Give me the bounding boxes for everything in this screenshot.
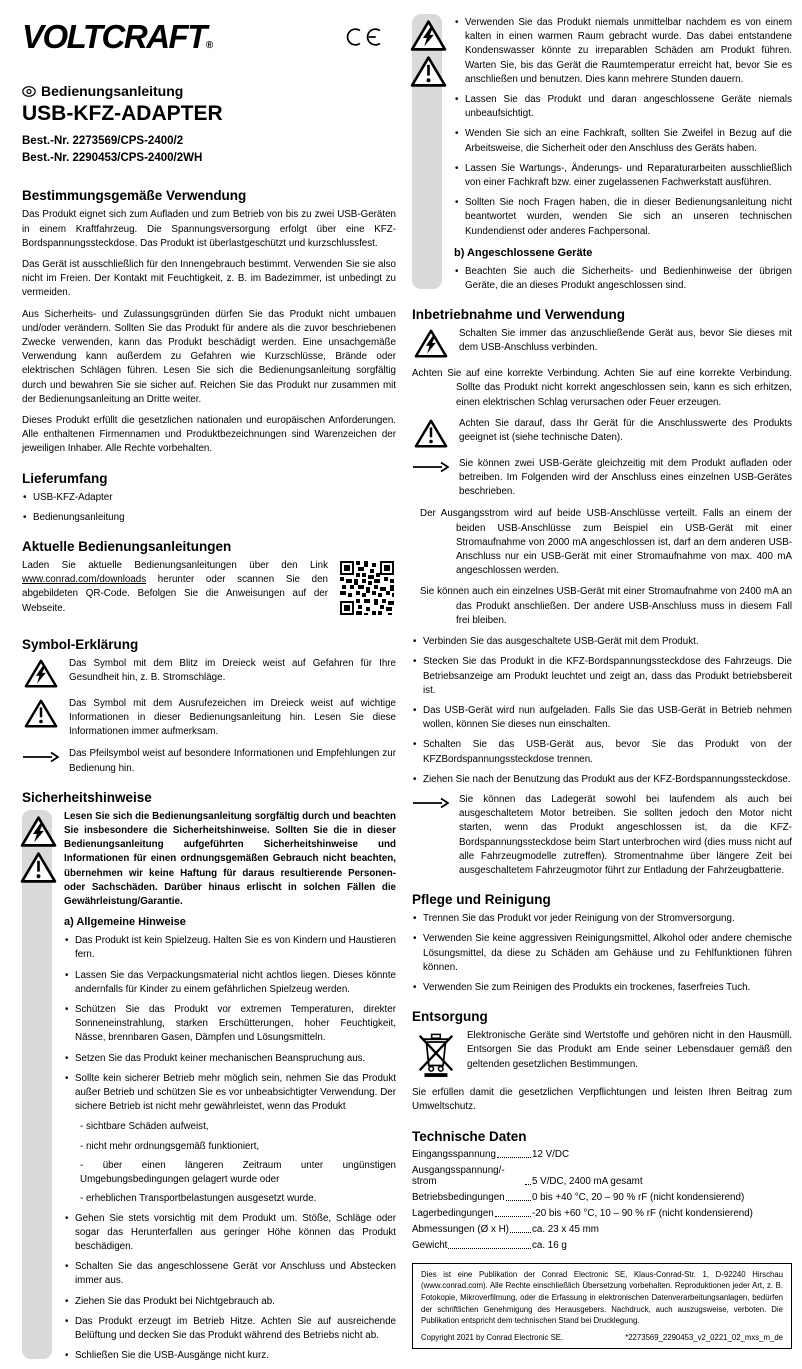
dotted-leader: [497, 1157, 531, 1158]
heading-technische-daten: Technische Daten: [412, 1128, 527, 1144]
tech-label: Eingangsspannung: [412, 1148, 496, 1160]
para: Achten Sie auf eine korrekte Verbindung. Achten Sie auf eine korrekte Verbindung. Sollte das Produkt nicht korrekt angeschlossen sein, kann es sich erhitzen, einen elektrischen Schlag verursachen oder Feuer erzeugen.: [412, 368, 792, 408]
safety-list-continued: [454, 14, 792, 239]
safety-icons: [19, 815, 57, 884]
sub-item: - sichtbare Schäden aufweist,: [80, 1121, 209, 1133]
publisher-box: [412, 1263, 792, 1349]
para: Das Gerät ist ausschließlich für den Innengebrauch bestimmt. Verwenden Sie sie also nicht im Freien. Der Kontakt mit Feuchtigkeit, z. B. im Badezimmer, ist unbedingt zu vermeiden.: [22, 258, 396, 299]
doc-type-line: [22, 83, 396, 99]
entsorgung-text: Elektronische Geräte sind Wertstoffe und gehören nicht in den Hausmüll. Entsorgen Sie das Produkt am Ende seiner Lebensdauer gemäß den geltenden gesetzlichen Bestimmungen.: [467, 1030, 792, 1070]
warning-row: [412, 417, 792, 449]
list-item: • Sollten Sie noch Fragen haben, die in dieser Bedienungsanleitung nicht beantwortet wurden, wenden Sie sich an unseren technischen Kundendienst oder anderes Fachpersonal.: [454, 196, 792, 239]
list-item: • Das Produkt erzeugt im Betrieb Hitze. Achten Sie auf ausreichende Belüftung und decken Sie das Produkt während des Betriebs nicht ab.: [64, 1315, 396, 1343]
pflege-list: [412, 912, 792, 995]
footer-row: [421, 1333, 783, 1342]
warning-exclamation-icon: [410, 55, 447, 88]
list-item: • Schalten Sie das angeschlossene Gerät vor Anschluss und Abstecken immer aus.: [64, 1260, 396, 1288]
symbol-text-exclamation: Das Symbol mit dem Ausrufezeichen im Dreieck weist auf wichtige Informationen in dieser Bedienungsanleitung hin. Lesen Sie diese Informationen immer aufmerksam.: [69, 697, 396, 738]
tech-value: -20 bis +60 °C, 10 – 90 % rF (nicht kondensierend): [532, 1207, 753, 1219]
list-item: • Sollte kein sicherer Betrieb mehr möglich sein, nehmen Sie das Produkt außer Betrieb und schützen Sie es vor unbeabsichtigter Verwendung. Der sichere Betrieb ist nicht mehr gewährleistet, wenn das Produkt: [64, 1072, 396, 1115]
list-item: • Stecken Sie das Produkt in die KFZ-Bordspannungssteckdose des Fahrzeugs. Die Betriebsanzeige am Produkt leuchtet und zeigt an, dass das Produkt betriebsbereit ist.: [412, 655, 792, 698]
page-title: USB-KFZ-ADAPTER: [22, 102, 223, 125]
tech-value: 5 V/DC, 2400 mA gesamt: [532, 1175, 643, 1187]
list-item: • Beachten Sie auch die Sicherheits- und Bedienhinweise der übrigen Geräte, die an dieses Produkt angeschlossen sind.: [454, 265, 792, 293]
symbol-text-arrow: Das Pfeilsymbol weist auf besondere Informationen und Empfehlungen zur Bedienung hin.: [69, 748, 396, 774]
list-item: • Schalten Sie das USB-Gerät aus, bevor Sie das Produkt von der KFZBordspannungssteckdose trennen.: [412, 738, 792, 766]
warning-lightning-icon: [22, 657, 60, 689]
para: Der Ausgangsstrom wird auf beide USB-Anschlüsse verteilt. Falls an einem der beiden USB-Anschlüsse zum Beispiel ein USB-Gerät mit einer Stromaufnahme von 2000 mA angeschlossen ist, darf an dem anderen USB-Anschluss nur ein USB-Gerät mit einer Stromaufnahme von max. 400 mA angeschlossen werden.: [420, 508, 792, 577]
tech-label: Lagerbedingungen: [412, 1207, 494, 1219]
tech-row: [412, 1165, 792, 1187]
tech-value: ca. 16 g: [532, 1239, 567, 1251]
warning-text: Schalten Sie immer das anzuschließende Gerät aus, bevor Sie dieses mit dem USB-Anschluss verbinden.: [459, 328, 792, 354]
tech-value: 0 bis +40 °C, 20 – 90 % rF (nicht kondensierend): [532, 1191, 745, 1203]
tech-row: [412, 1149, 792, 1160]
symbol-row-exclamation: [22, 697, 396, 740]
heading-allgemeine-hinweise: a) Allgemeine Hinweise: [64, 916, 186, 929]
tech-value: 12 V/DC: [532, 1148, 570, 1160]
warning-exclamation-icon: [412, 417, 450, 449]
link-pre-text: Laden Sie aktuelle Bedienungsanleitungen über den Link: [22, 560, 328, 571]
arrow-icon: [22, 747, 60, 775]
para: Sie erfüllen damit die gesetzlichen Verpflichtungen und leisten Ihren Beitrag zum Umweltschutz.: [412, 1087, 792, 1113]
ce-mark-icon: [344, 24, 384, 50]
list-item: • Bedienungsanleitung: [22, 511, 396, 525]
list-item: • Lassen Sie das Produkt und daran angeschlossene Geräte niemals unbeaufsichtigt.: [454, 93, 792, 121]
tech-row: [412, 1224, 792, 1235]
heading-angeschlossene-geraete: b) Angeschlossene Geräte: [454, 246, 593, 259]
para: Das Produkt eignet sich zum Aufladen und zum Betrieb von bis zu zwei USB-Geräten in einem Kraftfahrzeug. Die Spannungsversorgung erfolgt über eine KFZ-Bordspannungssteckdose. Das Produkt ist überlastgeschützt und kurzschlussfest.: [22, 209, 396, 249]
tech-table: [412, 1149, 792, 1251]
aktuelle-section: [22, 559, 396, 623]
warning-text: Achten Sie darauf, dass Ihr Gerät für die Anschlusswerte des Produkts geeignet ist (siehe technische Daten).: [459, 417, 792, 444]
warning-lightning-icon: [410, 19, 447, 52]
para: Dieses Produkt erfüllt die gesetzlichen nationalen und europäischen Anforderungen. Alle enthaltenen Firmennamen und Produktbezeichnungen sind Warenzeichen der jeweiligen Inhaber. Alle Rechte vorbehalten.: [22, 414, 396, 455]
list-item: • Verwenden Sie zum Reinigen des Produkts ein trockenes, faserfreies Tuch.: [412, 981, 792, 995]
list-item: • USB-KFZ-Adapter: [22, 491, 396, 505]
warning-exclamation-icon: [22, 697, 60, 740]
note-text: Sie können zwei USB-Geräte gleichzeitig mit dem Produkt aufladen oder betreiben. Im Folgenden wird der Anschluss eines einzelnen USB-Gerätes beschrieben.: [459, 457, 792, 498]
list-item: • Trennen Sie das Produkt vor jeder Reinigung von der Stromversorgung.: [412, 912, 792, 926]
para: Sie können auch ein einzelnes USB-Gerät mit einer Stromaufnahme von 2400 mA an das Produkt anschließen. Der andere USB-Anschluss muss in diesem Fall frei bleiben.: [420, 586, 792, 626]
heading-symbol-erklaerung: Symbol-Erklärung: [22, 636, 139, 652]
list-item: • Ziehen Sie nach der Benutzung das Produkt aus der KFZ-Bordspannungssteckdose.: [412, 773, 792, 787]
safety-section-continued: [412, 14, 792, 293]
list-item: • Schützen Sie das Produkt vor extremen Temperaturen, direkter Sonneneinstrahlung, starken Erschütterungen, hoher Feuchtigkeit, Nässe, brennbaren Gasen, Dämpfen und Lösungsmitteln.: [64, 1003, 396, 1046]
list-item: • Lassen Sie Wartungs-, Änderungs- und Reparaturarbeiten ausschließlich von einer Fachkraft bzw. einer zugelassenen Fachwerkstatt ausführen.: [454, 162, 792, 190]
dotted-leader: [448, 1248, 531, 1249]
symbol-row-arrow: [22, 747, 396, 775]
inbetriebnahme-list: [412, 635, 792, 787]
header: [22, 14, 396, 53]
dotted-leader: [495, 1216, 531, 1217]
arrow-icon: [412, 793, 450, 878]
symbol-text-lightning: Das Symbol mit dem Blitz im Dreieck weist auf Gefahren für Ihre Gesundheit hin, z. B. Stromschläge.: [69, 657, 396, 684]
safety-gray-bar: [22, 810, 52, 1360]
list-item: • Lassen Sie das Verpackungsmaterial nicht achtlos liegen. Dieses könnte andernfalls für Kinder zu einem gefährlichen Spielzeug werden.: [64, 969, 396, 997]
entsorgung-row: [412, 1029, 792, 1078]
brand-logo: [22, 20, 213, 53]
heading-sicherheitshinweise: Sicherheitshinweise: [22, 789, 152, 805]
order-number-2: Best.-Nr. 2290453/CPS-2400/2WH: [22, 151, 203, 164]
para-with-link: [22, 559, 328, 616]
dotted-leader: [525, 1184, 531, 1185]
angeschlossene-list: [454, 265, 792, 293]
left-column: [22, 14, 396, 1369]
list-item: • Gehen Sie stets vorsichtig mit dem Produkt um. Stöße, Schläge oder sogar das Herunterfallen aus geringer Höhe können das Produkt beschädigen.: [64, 1212, 396, 1255]
sub-item: - nicht mehr ordnungsgemäß funktioniert,: [80, 1140, 260, 1152]
list-item: • Verwenden Sie das Produkt niemals unmittelbar nachdem es von einem kalten in einen warmen Raum gebracht wurde. Das dabei entstandene Kondenswasser könnte zu irreparablen Schäden am Produkt führen. Warten Sie, bis das Gerät die Raumtemperatur erreicht hat, bevor Sie es anschließen und benutzen. Dies kann mehrere Stunden dauern.: [454, 16, 792, 87]
sub-item: - über einen längeren Zeitraum unter ungünstigen Umgebungsbedingungen gelagert wurde oder: [80, 1159, 396, 1186]
para: Aus Sicherheits- und Zulassungsgründen dürfen Sie das Produkt nicht umbauen und/oder verändern. Sollten Sie das Produkt für andere als die zuvor beschriebenen Zwecke verwenden, kann das Produkt beschädigt werden. Eine unsachgemäße Verwendung kann außerdem zu Gefahren wie Kurzschlüsse, Brände oder elektrischen Schlägen führen. Lesen Sie sich die Bedienungsanleitung sorgfältig durch und bewahren Sie sie sicher auf. Reichen Sie das Produkt nur zusammen mit der Bedienungsanleitung an Dritte weiter.: [22, 308, 396, 405]
warning-exclamation-icon: [20, 851, 57, 884]
link-post-text: herunter oder scannen Sie den abgebildeten QR-Code. Befolgen Sie die Anweisungen auf der Webseite.: [22, 574, 328, 614]
list-item: • Verbinden Sie das ausgeschaltete USB-Gerät mit dem Produkt.: [412, 635, 792, 649]
conrad-downloads-link[interactable]: www.conrad.com/downloads: [22, 574, 147, 586]
manual-eye-icon: [22, 86, 36, 97]
note-text: Sie können das Ladegerät sowohl bei laufendem als auch bei ausgeschaltetem Motor betreiben. Sie sollten jedoch den Motor nicht starten, wenn das Produkt angeschlossen ist, da die KFZ-Bordspannungssteckdose beim Start unterbrochen wird (dies muss nicht auf alle Fahrzeugmodelle zutreffen). Stromentnahme über längere Zeit bei ausgeschaltetem Fahrzeugmotor führt zur Entladung der Fahrzeugbatterie.: [459, 793, 792, 876]
list-item: • Verwenden Sie keine aggressiven Reinigungsmittel, Alkohol oder andere chemische Lösungsmittel, da diese zu Schäden am Gehäuse und zu Fehlfunktionen führen können.: [412, 932, 792, 975]
ce-mark: [344, 24, 384, 50]
warning-lightning-icon: [20, 815, 57, 848]
tech-row: [412, 1192, 792, 1203]
registered-mark: ®: [205, 40, 214, 51]
safety-intro: Lesen Sie sich die Bedienungsanleitung sorgfältig durch und beachten Sie insbesondere die Sicherheitshinweise. Sollten Sie die in dieser Bedienungsanleitung aufgeführten Sicherheitshinweise und Informationen für einen ordnungsgemäßen Gebrauch nicht beachten, übernehmen wir keine Haftung für daraus resultierende Personen- oder Sachschäden. Darüber hinaus erlischt in solchen Fällen die Gewährleistung/Garantie.: [64, 810, 396, 908]
safety-list-a: [64, 934, 396, 1114]
tech-value: ca. 23 x 45 mm: [532, 1223, 599, 1235]
copyright-text: Copyright 2021 by Conrad Electronic SE.: [421, 1333, 564, 1342]
document-code: *2273569_2290453_v2_0221_02_mxs_m_de: [625, 1333, 783, 1342]
weee-bin-icon: [412, 1029, 458, 1078]
list-item: • Das USB-Gerät wird nun aufgeladen. Falls Sie das USB-Gerät in Betrieb nehmen wollen, können Sie dieses nun einschalten.: [412, 704, 792, 732]
tech-row: [412, 1240, 792, 1251]
doc-type-label: Bedienungsanleitung: [41, 83, 184, 99]
sub-item: - erheblichen Transportbelastungen ausgesetzt wurde.: [80, 1193, 317, 1205]
arrow-icon: [412, 457, 450, 500]
lieferumfang-list: [22, 491, 396, 525]
note-row: [412, 793, 792, 878]
heading-inbetriebnahme: Inbetriebnahme und Verwendung: [412, 307, 626, 323]
list-item: • Ziehen Sie das Produkt bei Nichtgebrauch ab.: [64, 1295, 396, 1309]
brand-text: VOLTCRAFT: [22, 18, 206, 55]
tech-label: Gewicht: [412, 1239, 448, 1251]
qr-code: [338, 559, 396, 617]
warning-lightning-icon: [412, 327, 450, 359]
heading-entsorgung: Entsorgung: [412, 1009, 488, 1025]
symbol-row-lightning: [22, 657, 396, 689]
order-number-1: Best.-Nr. 2273569/CPS-2400/2: [22, 135, 184, 147]
right-column: [412, 14, 792, 1369]
safety-icons: [409, 19, 447, 88]
tech-label: Betriebsbedingungen: [412, 1191, 505, 1203]
dotted-leader: [510, 1232, 531, 1233]
list-item: • Setzen Sie das Produkt keiner mechanischen Beanspruchung aus.: [64, 1052, 396, 1066]
dotted-leader: [506, 1200, 531, 1201]
heading-aktuelle-bedienungsanleitungen: Aktuelle Bedienungsanleitungen: [22, 539, 232, 554]
warning-row: [412, 327, 792, 359]
heading-bestimmungsgemaesse-verwendung: Bestimmungsgemäße Verwendung: [22, 188, 247, 204]
note-row: [412, 457, 792, 500]
heading-lieferumfang: Lieferumfang: [22, 470, 108, 486]
heading-pflege: Pflege und Reinigung: [412, 892, 551, 908]
tech-label: Ausgangsspannung/-strom: [412, 1164, 505, 1187]
list-item: • Das Produkt ist kein Spielzeug. Halten Sie es von Kindern und Haustieren fern.: [64, 934, 396, 962]
list-item: • Wenden Sie sich an eine Fachkraft, sollten Sie Zweifel in Bezug auf die Arbeitsweise, die Sicherheit oder den Anschluss des Geräts haben.: [454, 127, 792, 155]
safety-list-a2: [64, 1212, 396, 1364]
safety-section: [22, 810, 396, 1364]
legal-text: Dies ist eine Publikation der Conrad Electronic SE, Klaus-Conrad-Str. 1, D-92240 Hirschau (www.conrad.com). Alle Rechte einschließlich Übersetzung vorbehalten. Reproduktionen jeder Art, z. B. Fotokopie, Mikroverfilmung, oder die Erfassung in elektronischen Datenverarbeitungsanlagen, bedürfen der schriftlichen Genehmigung des Herausgebers. Nachdruck, auch auszugsweise, verboten. Die Publikation entspricht dem technischen Stand bei Drucklegung.: [421, 1269, 783, 1326]
tech-label: Abmessungen (Ø x H): [412, 1223, 509, 1235]
list-item: • Schließen Sie die USB-Ausgänge nicht kurz.: [64, 1349, 396, 1363]
tech-row: [412, 1208, 792, 1219]
